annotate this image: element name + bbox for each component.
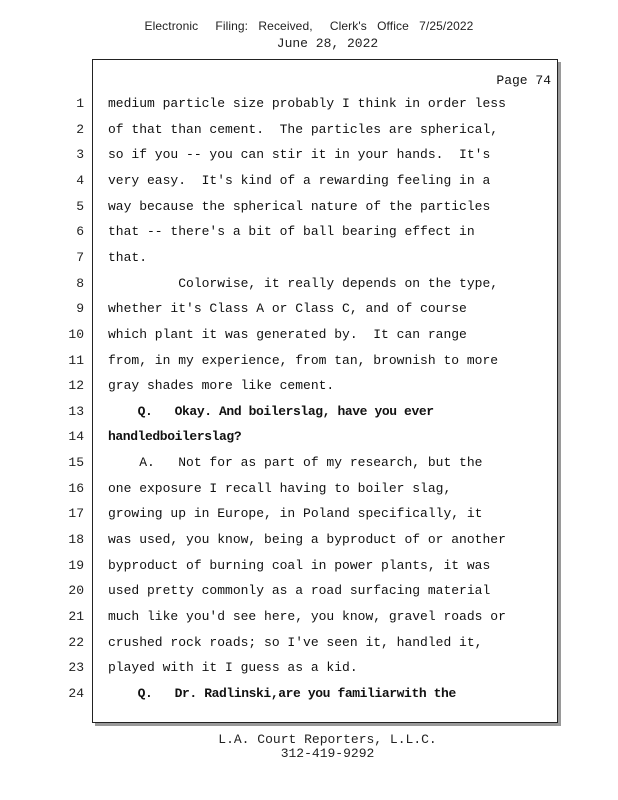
transcript-line: so if you -- you can stir it in your hands. It's bbox=[108, 147, 491, 162]
transcript-line: byproduct of burning coal in power plants, it was bbox=[108, 558, 491, 573]
transcript-line: used pretty commonly as a road surfacing material bbox=[108, 583, 491, 598]
transcript-line: medium particle size probably I think in order less bbox=[108, 96, 506, 111]
transcript-line: from, in my experience, from tan, brownish to more bbox=[108, 353, 499, 368]
line-number: 21 bbox=[68, 609, 84, 624]
transcript-line: whether it's Class A or Class C, and of course bbox=[108, 301, 467, 316]
line-number: 9 bbox=[76, 301, 84, 316]
transcript-line: Q. Dr. Radlinski,are you familiarwith the bbox=[108, 686, 456, 701]
transcript-line: of that than cement. The particles are spherical, bbox=[108, 122, 499, 137]
line-number: 6 bbox=[76, 224, 84, 239]
line-number: 3 bbox=[76, 147, 84, 162]
transcript-line: Colorwise, it really depends on the type, bbox=[108, 276, 499, 291]
line-number: 12 bbox=[68, 378, 84, 393]
transcript-line: handledboilerslag? bbox=[108, 429, 242, 444]
line-number: 8 bbox=[76, 276, 84, 291]
court-reporter-phone: 312-419-9292 bbox=[280, 746, 375, 761]
transcript-line: one exposure I recall having to boiler slag, bbox=[108, 481, 452, 496]
transcript-line: Q. Okay. And boilerslag, have you ever bbox=[108, 404, 434, 419]
line-number: 2 bbox=[76, 122, 84, 137]
line-number: 17 bbox=[68, 506, 84, 521]
transcript-line: very easy. It's kind of a rewarding feeling in a bbox=[108, 173, 491, 188]
line-number: 4 bbox=[76, 173, 84, 188]
transcript-line: that -- there's a bit of ball bearing effect in bbox=[108, 224, 475, 239]
court-reporter-name: L.A. Court Reporters, L.L.C. bbox=[218, 732, 437, 747]
line-number: 14 bbox=[68, 429, 84, 444]
transcript-line: which plant it was generated by. It can range bbox=[108, 327, 467, 342]
transcript-line: gray shades more like cement. bbox=[108, 378, 335, 393]
line-number: 20 bbox=[68, 583, 84, 598]
line-number: 24 bbox=[68, 686, 84, 701]
line-number: 13 bbox=[68, 404, 84, 419]
line-number: 1 bbox=[76, 96, 84, 111]
line-number: 5 bbox=[76, 199, 84, 214]
page-number: Page 74 bbox=[496, 73, 551, 88]
line-number: 15 bbox=[68, 455, 84, 470]
line-number: 16 bbox=[68, 481, 84, 496]
transcript-line: much like you'd see here, you know, gravel roads or bbox=[108, 609, 506, 624]
transcript-line: was used, you know, being a byproduct of or another bbox=[108, 532, 506, 547]
line-number: 18 bbox=[68, 532, 84, 547]
line-number: 10 bbox=[68, 327, 84, 342]
deposition-date: June 28, 2022 bbox=[276, 36, 379, 51]
transcript-line: A. Not for as part of my research, but the bbox=[108, 455, 483, 470]
transcript-line: way because the spherical nature of the particles bbox=[108, 199, 491, 214]
line-number: 7 bbox=[76, 250, 84, 265]
transcript-line: growing up in Europe, in Poland specifically, it bbox=[108, 506, 483, 521]
footer bbox=[0, 733, 618, 761]
line-number: 11 bbox=[68, 353, 84, 368]
line-number: 23 bbox=[68, 660, 84, 675]
transcript-line: played with it I guess as a kid. bbox=[108, 660, 358, 675]
line-number: 22 bbox=[68, 635, 84, 650]
transcript-line: crushed rock roads; so I've seen it, handled it, bbox=[108, 635, 483, 650]
transcript-line: that. bbox=[108, 250, 148, 265]
filing-stamp: Electronic Filing: Received, Clerk's Office 7/25/2022 bbox=[144, 19, 474, 33]
line-number: 19 bbox=[68, 558, 84, 573]
